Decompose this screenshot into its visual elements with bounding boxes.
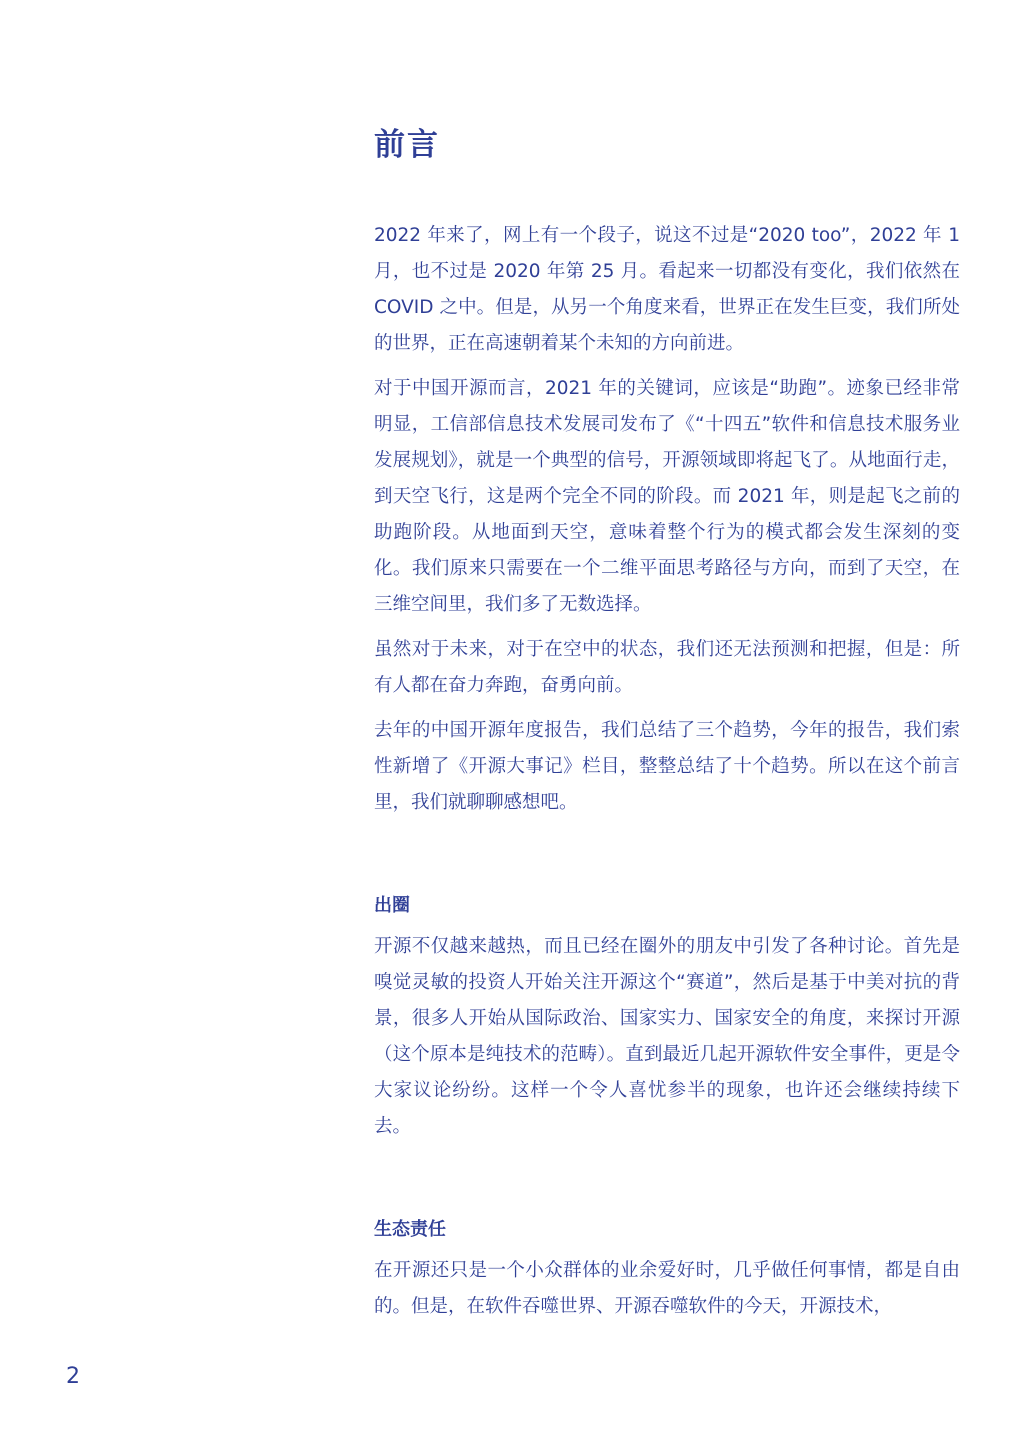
intro-paragraph-2: 对于中国开源而言，2021 年的关键词，应该是“助跑”。迹象已经非常明显，工信部信息技术发展司发布了《“十四五”软件和信息技术服务业发展规划》，就是一个典型的信号，开源领域即将起飞了。从地面行走，到天空飞行，这是两个完全不同的阶段。而 2021 年，则是起飞之前的助跑阶段。从地面到天空，意味着整个行为的模式都会发生深刻的变化。我们原来只需要在一个二维平面思考路径与方向，而到了天空，在三维空间里，我们多了无数选择。 [374, 378, 960, 615]
main-content [374, 122, 960, 1334]
section-paragraph-chuquan: 开源不仅越来越热，而且已经在圈外的朋友中引发了各种讨论。首先是嗅觉灵敏的投资人开始关注开源这个“赛道”，然后是基于中美对抗的背景，很多人开始从国际政治、国家实力、国家安全的角度，来探讨开源（这个原本是纯技术的范畴）。直到最近几起开源软件安全事件，更是令大家议论纷纷。这样一个令人喜忧参半的现象，也许还会继续持续下去。 [374, 936, 960, 1137]
page-title: 前言 [374, 127, 440, 163]
intro-paragraph-1: 2022 年来了，网上有一个段子，说这不过是“2020 too”，2022 年 1 月，也不过是 2020 年第 25 月。看起来一切都没有变化，我们依然在 COVID 之中。但是，从另一个角度来看，世界正在发生巨变，我们所处的世界，正在高速朝着某个未知的方向前进。 [374, 225, 960, 354]
section-paragraph-ecosystem-responsibility: 在开源还只是一个小众群体的业余爱好时，几乎做任何事情，都是自由的。但是，在软件吞噬世界、开源吞噬软件的今天，开源技术， [374, 1260, 960, 1317]
intro-paragraph-3: 虽然对于未来，对于在空中的状态，我们还无法预测和把握，但是：所有人都在奋力奔跑，奋勇向前。 [374, 639, 960, 696]
section-heading-chuquan: 出圈 [374, 895, 410, 916]
intro-paragraph-4: 去年的中国开源年度报告，我们总结了三个趋势，今年的报告，我们索性新增了《开源大事记》栏目，整整总结了十个趋势。所以在这个前言里，我们就聊聊感想吧。 [374, 720, 960, 813]
section-heading-ecosystem-responsibility: 生态责任 [374, 1219, 446, 1240]
page-number: 2 [66, 1364, 80, 1389]
